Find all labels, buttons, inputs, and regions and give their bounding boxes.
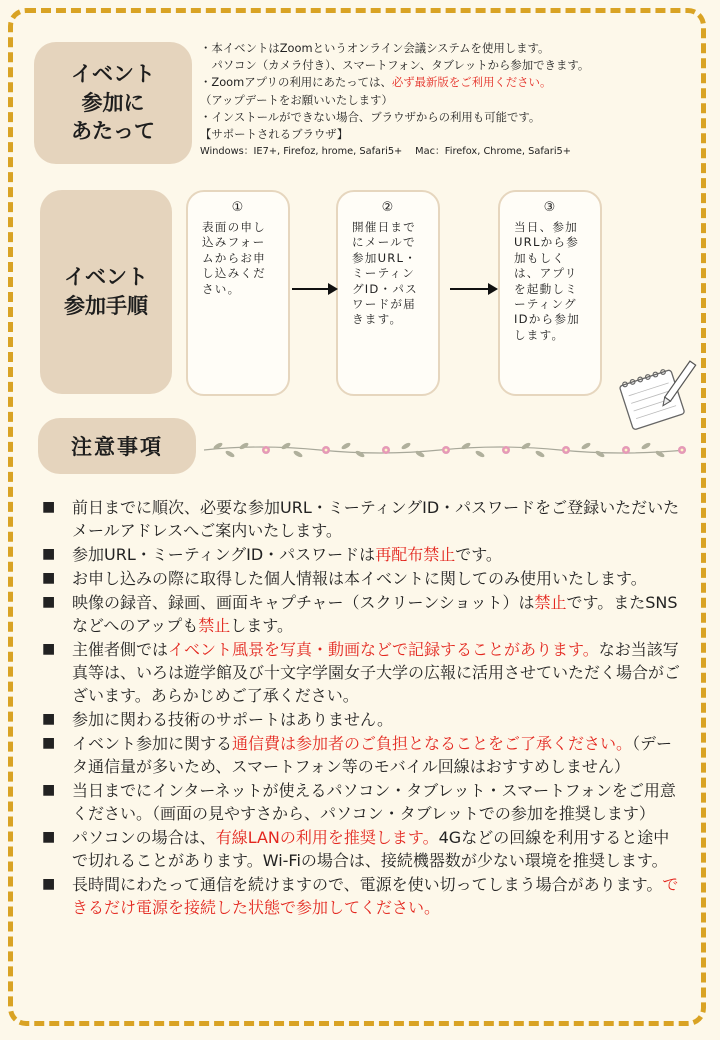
- note-segment: します。: [230, 616, 293, 635]
- step-number: ①: [231, 200, 245, 215]
- note-segment: 参加URL・ミーティングID・パスワードは: [72, 545, 376, 564]
- intro-line: 【サポートされるブラウザ】: [200, 127, 349, 142]
- note-segment: イベント参加に関する: [72, 734, 233, 753]
- step-card-2: [336, 190, 440, 396]
- note-text: [72, 543, 682, 566]
- list-item: [42, 591, 682, 637]
- square-bullet-icon: ■: [42, 782, 56, 798]
- note-highlight: イベント風景を写真・動画などで記録することがあります。: [168, 640, 599, 659]
- note-text: お申し込みの際に取得した個人情報は本イベントに関してのみ使用いたします。: [72, 569, 647, 588]
- note-highlight: 有線LANの利用を推奨します。: [215, 828, 439, 847]
- arrow-right-icon: [450, 282, 498, 296]
- list-item: [42, 567, 682, 590]
- note-text: [72, 591, 682, 637]
- list-item: [42, 873, 682, 919]
- note-text: 参加に関わる技術のサポートはありません。: [72, 710, 393, 729]
- list-item: [42, 732, 682, 778]
- square-bullet-icon: ■: [42, 546, 56, 562]
- note-highlight: 禁止: [198, 616, 231, 635]
- section-label-participation: イベント 参加に あたって: [34, 42, 192, 164]
- intro-line: ・インストールができない場合、ブラウザからの利用も可能です。: [200, 109, 541, 124]
- note-segment: なお当該写真等は、いろは遊学館及び十文字学園女子大学の広報に活用させていただく場合がございます。あらかじめご了承ください。: [72, 640, 681, 705]
- note-text: 前日までに順次、必要な参加URL・ミーティングID・パスワードをご登録いただいたメールアドレスへご案内いたします。: [72, 498, 680, 540]
- intro-text: ・Zoomアプリの利用にあたっては、: [200, 75, 392, 90]
- note-segment: パソコンの場合は、: [72, 828, 216, 847]
- intro-line: （アップデートをお願いいたします）: [200, 92, 393, 107]
- notebook-pencil-icon: [606, 352, 702, 434]
- note-segment: 映像の録音、録画、画面キャプチャー（スクリーンショット）は: [72, 593, 535, 612]
- list-item: [42, 543, 682, 566]
- square-bullet-icon: ■: [42, 829, 56, 845]
- step-number: ③: [543, 200, 557, 215]
- section-label-procedure: イベント 参加手順: [40, 190, 172, 394]
- intro-line: パソコン（カメラ付き）、スマートフォン、タブレットから参加できます。: [200, 58, 590, 73]
- list-item: [42, 779, 682, 825]
- intro-line: [200, 74, 710, 91]
- square-bullet-icon: ■: [42, 570, 56, 586]
- note-highlight: 通信費は参加者のご負担となることをご了承ください。: [232, 734, 633, 753]
- note-segment: 主催者側では: [72, 640, 169, 659]
- note-segment: です。: [455, 545, 502, 564]
- note-segment: 4Gなどの回線を利用すると途中で切れることがあります。Wi-Fiの場合は、接続機器数が少ない環境を推奨します。: [72, 828, 670, 870]
- note-text: [72, 826, 682, 872]
- step-text: 表面の申し込みフォームからお申し込みください。: [202, 220, 266, 296]
- list-item: [42, 708, 682, 731]
- note-segment: 長時間にわたって通信を続けますので、電源を使い切ってしまう場合があります。: [72, 875, 663, 894]
- note-highlight: 禁止: [534, 593, 567, 612]
- note-segment: です。またSNSなどへのアップも: [72, 593, 678, 635]
- browser-list: Windows：IE7+, Firefoz, hrome, Safari5+ Mac：Firefox, Chrome, Safari5+: [200, 146, 571, 158]
- intro-line: ・本イベントはZoomというオンライン会議システムを使用します。: [200, 41, 550, 55]
- note-text: [72, 638, 682, 707]
- participation-info: [200, 40, 710, 160]
- note-text: [72, 873, 682, 919]
- note-highlight: できるだけ電源を接続した状態で参加してください。: [72, 875, 679, 917]
- step-number: ②: [381, 200, 395, 215]
- step-card-1: [186, 190, 290, 396]
- floral-vine-icon: [200, 438, 690, 462]
- notes-list: [42, 496, 682, 920]
- list-item: [42, 496, 682, 542]
- intro-highlight: 必ず最新版をご利用ください。: [391, 75, 552, 90]
- section-label-notes: 注意事項: [38, 418, 196, 474]
- square-bullet-icon: ■: [42, 641, 56, 657]
- square-bullet-icon: ■: [42, 876, 56, 892]
- square-bullet-icon: ■: [42, 711, 56, 727]
- list-item: [42, 826, 682, 872]
- step-card-3: [498, 190, 602, 396]
- step-text: 当日、参加URLから参加もしくは、アプリを起動しミーティングIDから参加します。: [514, 220, 580, 342]
- note-text: [72, 732, 682, 778]
- step-text: 開催日までにメールで参加URL・ミーティングID・パスワードが届きます。: [352, 220, 418, 327]
- square-bullet-icon: ■: [42, 594, 56, 610]
- note-text: 当日までにインターネットが使えるパソコン・タブレット・スマートフォンをご用意ください。（画面の見やすさから、パソコン・タブレットでの参加を推奨します）: [72, 781, 676, 823]
- arrow-right-icon: [292, 282, 338, 296]
- note-segment: （データ通信量が多いため、スマートフォン等のモバイル回線はおすすめしません）: [72, 734, 673, 776]
- note-highlight: 再配布禁止: [375, 545, 456, 564]
- square-bullet-icon: ■: [42, 735, 56, 751]
- square-bullet-icon: ■: [42, 499, 56, 515]
- list-item: [42, 638, 682, 707]
